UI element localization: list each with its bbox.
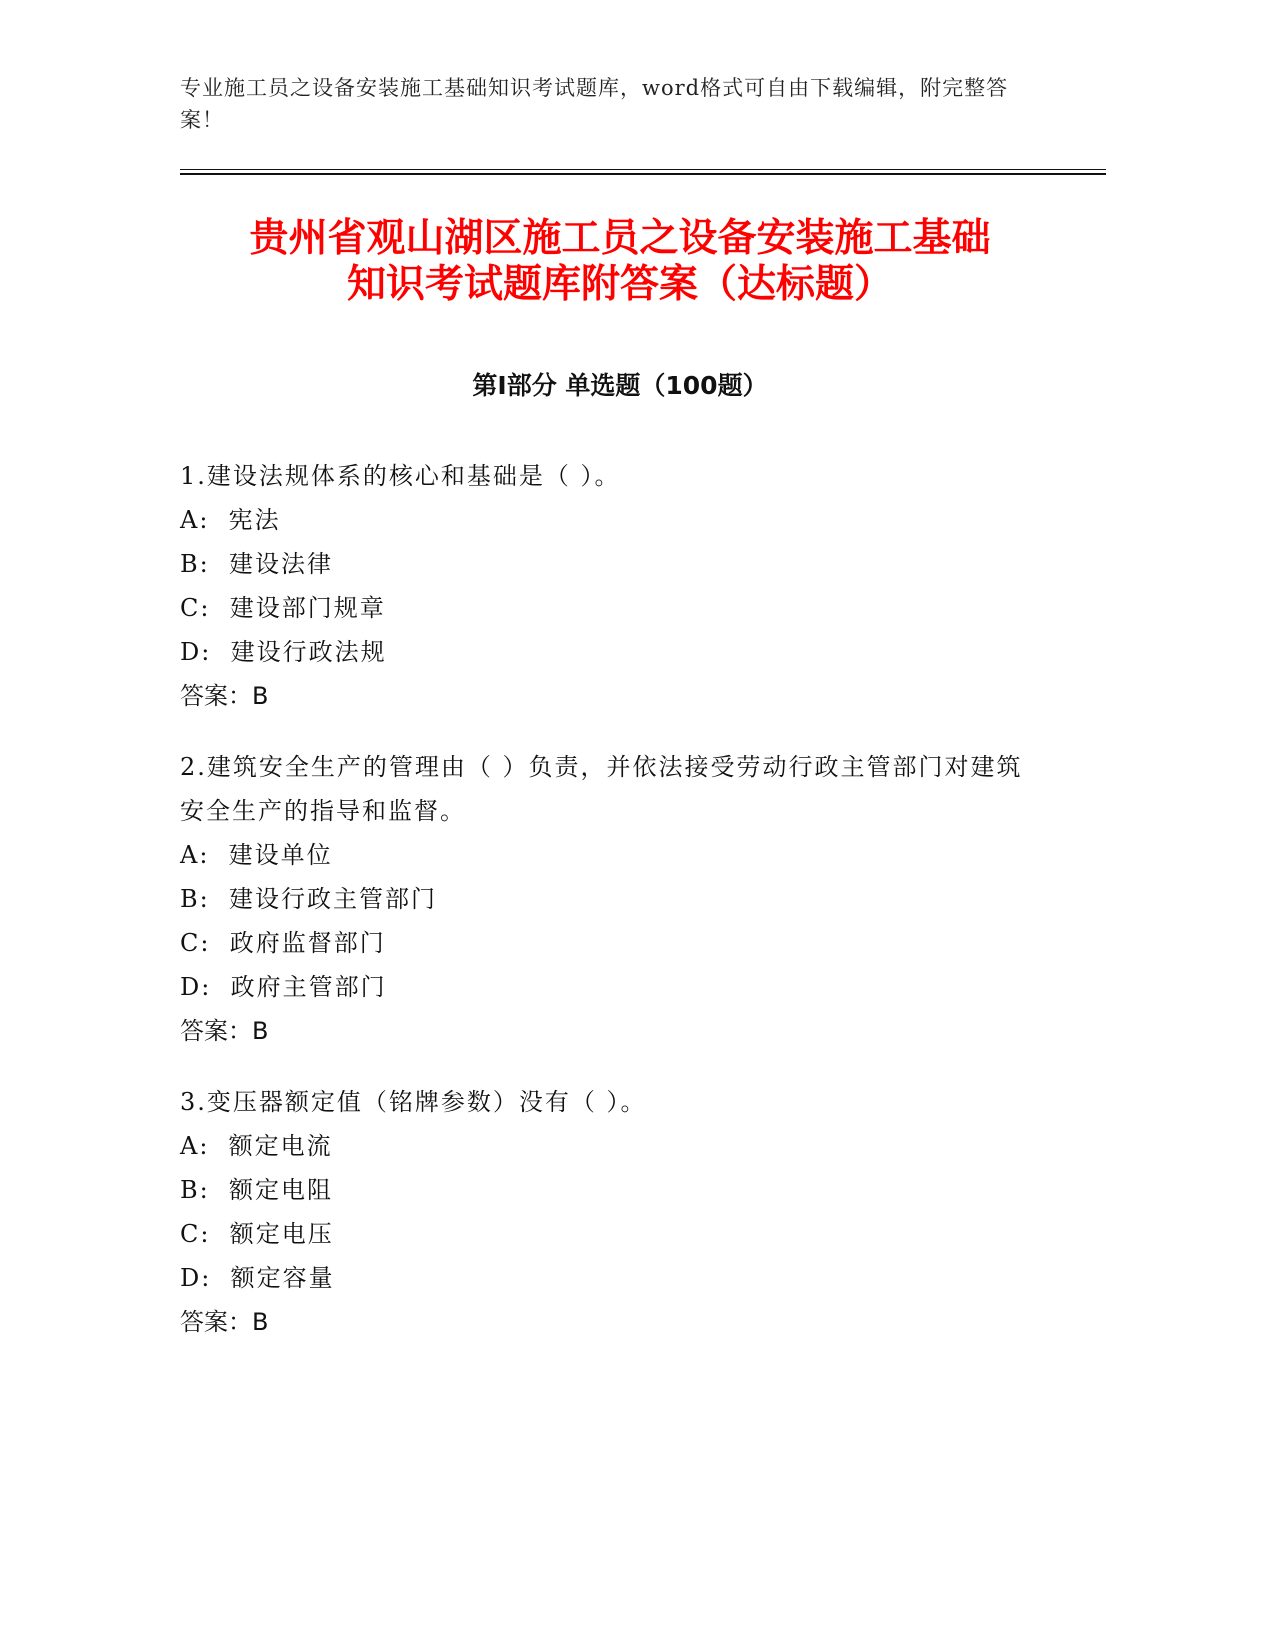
option-a: A: 宪法	[180, 506, 281, 534]
question-3	[180, 1080, 1040, 1344]
document-title	[130, 216, 1110, 308]
option-a: A: 额定电流	[180, 1132, 333, 1160]
document-title-line-1: 贵州省观山湖区施工员之设备安装施工基础	[249, 216, 991, 261]
document-title-line-2: 知识考试题库附答案（达标题）	[346, 262, 893, 307]
option-b: B: 建设行政主管部门	[180, 885, 437, 913]
option-c: C: 政府监督部门	[180, 929, 386, 957]
option-b: B: 建设法律	[180, 550, 333, 578]
question-1	[180, 454, 1040, 718]
question-stem: 1.建设法规体系的核心和基础是（ ）。	[180, 462, 621, 490]
question-list	[180, 454, 1040, 1371]
answer: 答案：B	[180, 1308, 269, 1336]
option-a: A: 建设单位	[180, 841, 333, 869]
option-d: D: 额定容量	[180, 1264, 335, 1292]
question-2	[180, 745, 1040, 1053]
header-divider-thick	[180, 173, 1106, 175]
header-divider-thin	[180, 169, 1106, 170]
option-d: D: 政府主管部门	[180, 973, 387, 1001]
answer: 答案：B	[180, 1017, 269, 1045]
header-note: 专业施工员之设备安装施工基础知识考试题库，word格式可自由下载编辑，附完整答案！	[180, 76, 1009, 132]
option-c: C: 额定电压	[180, 1220, 334, 1248]
section-title: 第Ⅰ部分 单选题（100题）	[472, 371, 768, 400]
option-c: C: 建设部门规章	[180, 594, 386, 622]
question-stem: 2.建筑安全生产的管理由（ ）负责，并依法接受劳动行政主管部门对建筑安全生产的指导和监督。	[180, 753, 1023, 825]
option-b: B: 额定电阻	[180, 1176, 333, 1204]
answer: 答案：B	[180, 682, 269, 710]
question-stem: 3.变压器额定值（铭牌参数）没有（ ）。	[180, 1088, 647, 1116]
option-d: D: 建设行政法规	[180, 638, 387, 666]
